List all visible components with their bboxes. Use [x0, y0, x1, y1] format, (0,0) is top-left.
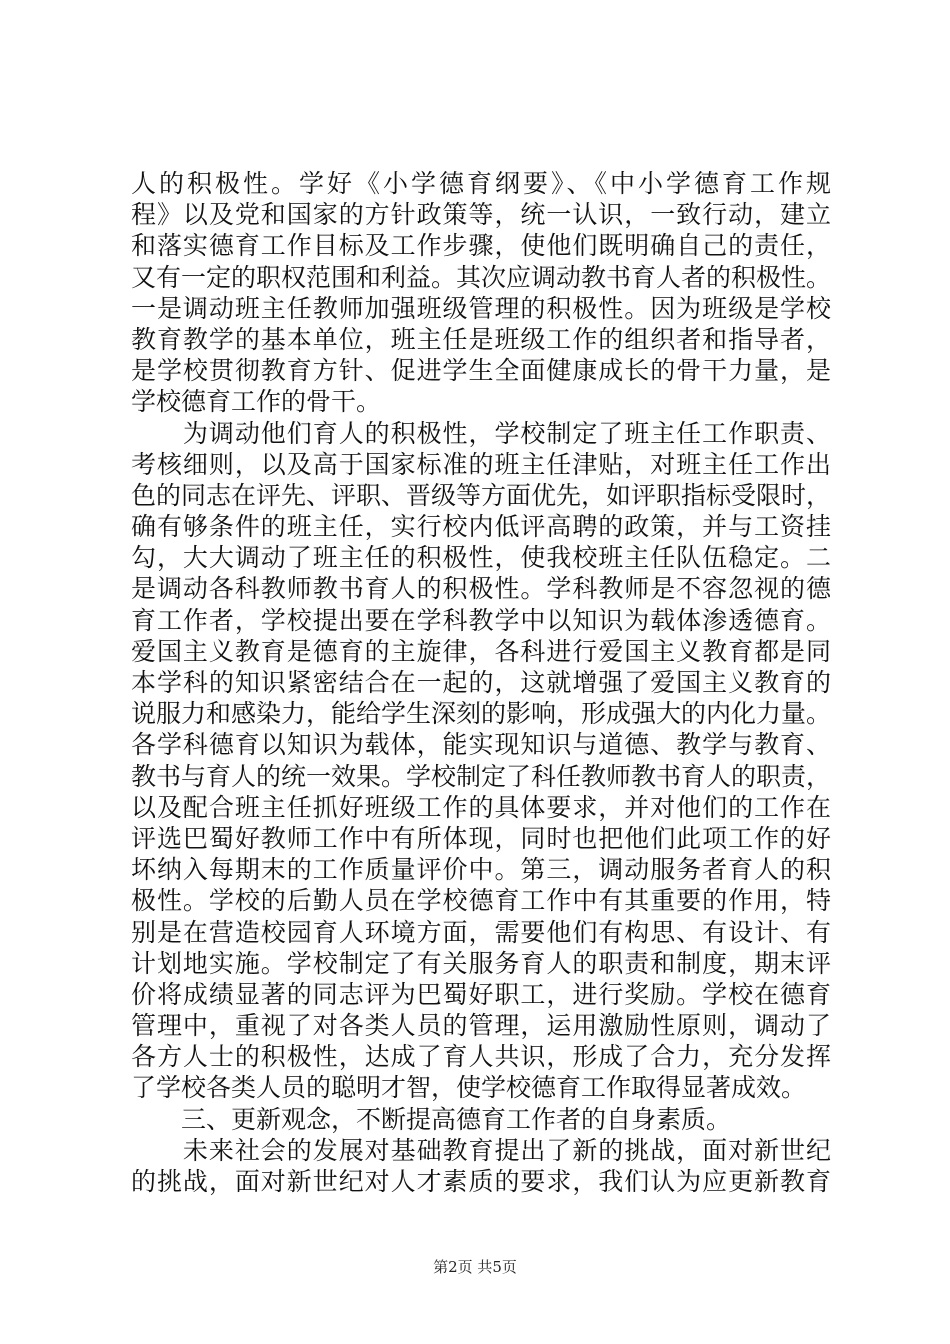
page-footer: 第2页 共5页 [433, 1258, 517, 1276]
text-line: 别是在营造校园育人环境方面，需要他们有构思、有设计、有 [131, 917, 831, 947]
text-line: 价将成绩显著的同志评为巴蜀好职工，进行奖励。学校在德育 [131, 979, 831, 1009]
text-line: 为调动他们育人的积极性，学校制定了班主任工作职责、 [131, 418, 831, 448]
text-line: 教书与育人的统一效果。学校制定了科任教师教书育人的职责， [131, 761, 831, 791]
text-line: 教育教学的基本单位，班主任是班级工作的组织者和指导者， [131, 324, 831, 354]
text-line: 考核细则，以及高于国家标准的班主任津贴，对班主任工作出 [131, 449, 831, 479]
text-line: 爱国主义教育是德育的主旋律，各科进行爱国主义教育都是同 [131, 636, 831, 666]
text-line: 确有够条件的班主任，实行校内低评高聘的政策，并与工资挂 [131, 512, 831, 542]
text-line: 各方人士的积极性，达成了育人共识，形成了合力，充分发挥 [131, 1042, 831, 1072]
text-line: 未来社会的发展对基础教育提出了新的挑战，面对新世纪 [131, 1135, 831, 1165]
text-line: 程》以及党和国家的方针政策等，统一认识，一致行动，建立 [131, 200, 831, 230]
text-line: 色的同志在评先、评职、晋级等方面优先，如评职指标受限时， [131, 480, 831, 510]
text-line: 各学科德育以知识为载体，能实现知识与道德、教学与教育、 [131, 730, 831, 760]
text-line: 又有一定的职权范围和利益。其次应调动教书育人者的积极性。 [131, 262, 831, 292]
text-line: 评选巴蜀好教师工作中有所体现，同时也把他们此项工作的好 [131, 823, 831, 853]
text-line: 说服力和感染力，能给学生深刻的影响，形成强大的内化力量。 [131, 699, 831, 729]
text-line: 坏纳入每期末的工作质量评价中。第三，调动服务者育人的积 [131, 855, 831, 885]
text-line: 极性。学校的后勤人员在学校德育工作中有其重要的作用，特 [131, 886, 831, 916]
text-line: 是调动各科教师教书育人的积极性。学科教师是不容忽视的德 [131, 574, 831, 604]
text-line: 是学校贯彻教育方针、促进学生全面健康成长的骨干力量，是 [131, 356, 831, 386]
text-line: 三、更新观念，不断提高德育工作者的自身素质。 [131, 1104, 732, 1134]
text-line: 育工作者，学校提出要在学科教学中以知识为载体渗透德育。 [131, 605, 831, 635]
text-line: 勾，大大调动了班主任的积极性，使我校班主任队伍稳定。二 [131, 543, 831, 573]
text-line: 了学校各类人员的聪明才智，使学校德育工作取得显著成效。 [131, 1073, 807, 1103]
text-line: 和落实德育工作目标及工作步骤，使他们既明确自己的责任， [131, 231, 831, 261]
text-line: 人的积极性。学好《小学德育纲要》、《中小学德育工作规 [131, 169, 831, 198]
text-line: 一是调动班主任教师加强班级管理的积极性。因为班级是学校 [131, 293, 831, 323]
text-line: 的挑战，面对新世纪对人才素质的要求，我们认为应更新教育 [131, 1167, 831, 1196]
text-line: 本学科的知识紧密结合在一起的，这就增强了爱国主义教育的 [131, 668, 831, 697]
text-line: 学校德育工作的骨干。 [131, 387, 382, 417]
text-line: 计划地实施。学校制定了有关服务育人的职责和制度，期末评 [131, 948, 831, 978]
text-line: 以及配合班主任抓好班级工作的具体要求，并对他们的工作在 [131, 792, 831, 822]
document-body [131, 168, 831, 1197]
text-line: 管理中，重视了对各类人员的管理，运用激励性原则，调动了 [131, 1011, 831, 1041]
